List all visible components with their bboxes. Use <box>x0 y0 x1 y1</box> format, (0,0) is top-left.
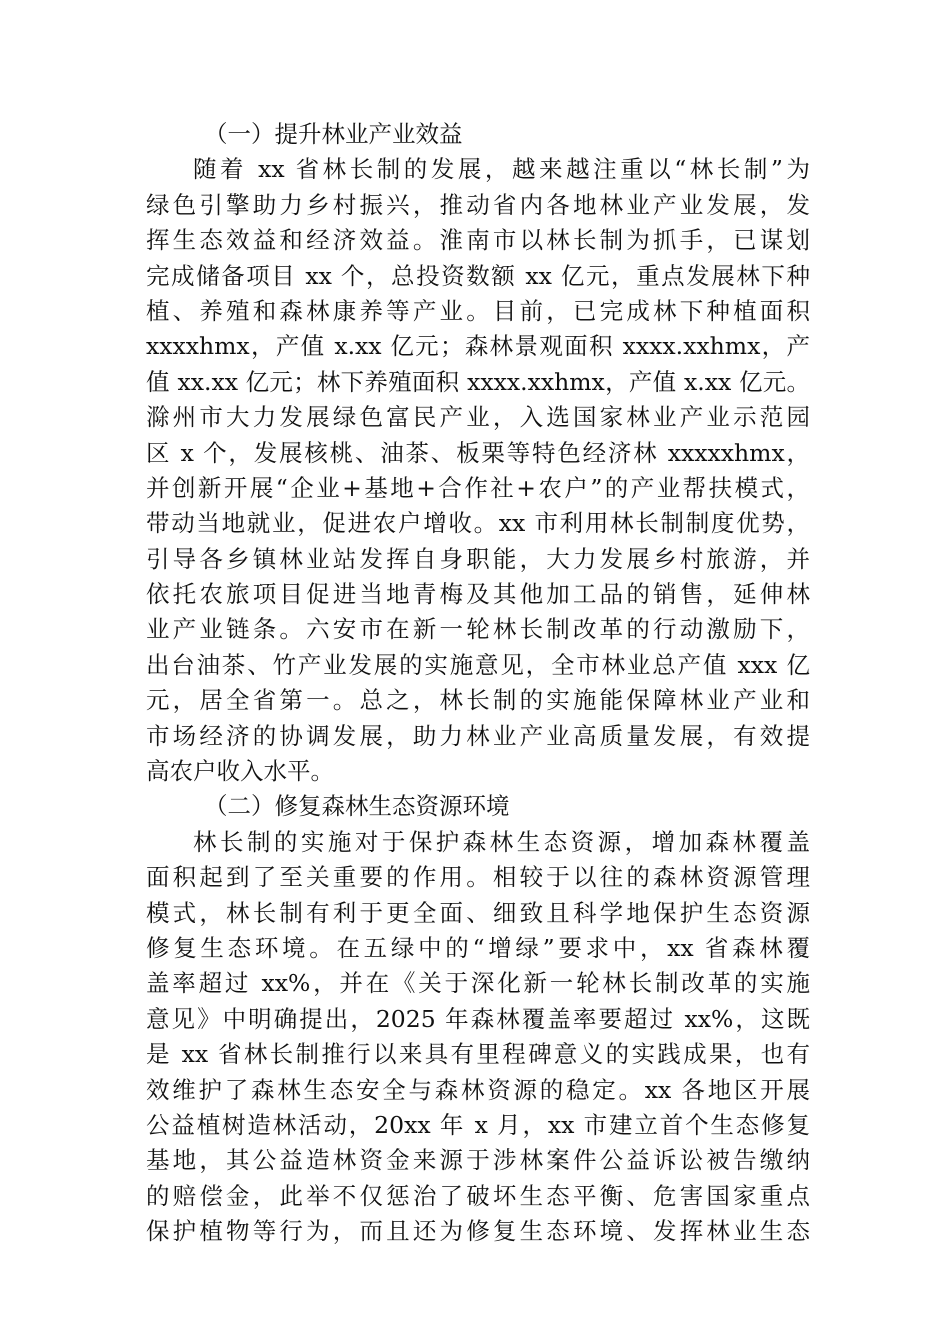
paragraph-line: 完成储备项目 xx 个，总投资数额 xx 亿元，重点发展林下种 <box>146 261 810 290</box>
paragraph-line: 基地，其公益造林资金来源于涉林案件公益诉讼被告缴纳 <box>146 1146 810 1175</box>
paragraph-line: 挥生态效益和经济效益。淮南市以林长制为抓手，已谋划 <box>146 226 810 255</box>
paragraph-line: 并创新开展“企业+基地+合作社+农户”的产业帮扶模式， <box>146 473 810 502</box>
paragraph-line: 依托农旅项目促进当地青梅及其他加工品的销售，延伸林 <box>146 580 810 609</box>
section-2-paragraph <box>146 825 810 1250</box>
paragraph-line: 滁州市大力发展绿色富民产业，入选国家林业产业示范园 <box>146 403 810 432</box>
paragraph-line: 带动当地就业，促进农户增收。xx 市利用林长制制度优势， <box>146 509 810 538</box>
paragraph-line: 绿色引擎助力乡村振兴，推动省内各地林业产业发展，发 <box>146 190 810 219</box>
paragraph-line: 引导各乡镇林业站发挥自身职能，大力发展乡村旅游，并 <box>146 544 810 573</box>
paragraph-line: 保护植物等行为，而且还为修复生态环境、发挥林业生态 <box>146 1217 810 1246</box>
section-1-paragraph <box>146 152 810 789</box>
section-heading-2: （二）修复森林生态资源环境 <box>204 792 510 821</box>
paragraph-line: 意见》中明确提出，2025 年森林覆盖率要超过 xx%，这既 <box>146 1004 810 1033</box>
paragraph-line: 盖率超过 xx%，并在《关于深化新一轮林长制改革的实施 <box>146 969 810 998</box>
paragraph-line: 模式，林长制有利于更全面、细致且科学地保护生态资源 <box>146 898 810 927</box>
paragraph-line: 是 xx 省林长制推行以来具有里程碑意义的实践成果，也有 <box>146 1040 810 1069</box>
paragraph-line: 市场经济的协调发展，助力林业产业高质量发展，有效提 <box>146 721 810 750</box>
paragraph-line: 修复生态环境。在五绿中的“增绿”要求中，xx 省森林覆 <box>146 933 810 962</box>
paragraph-line: 公益植树造林活动，20xx 年 x 月，xx 市建立首个生态修复 <box>146 1110 810 1139</box>
paragraph-line: 元，居全省第一。总之，林长制的实施能保障林业产业和 <box>146 686 810 715</box>
document-body <box>146 117 810 1250</box>
paragraph-line: 植、养殖和森林康养等产业。目前，已完成林下种植面积 <box>146 296 810 325</box>
paragraph-line: 值 xx.xx 亿元；林下养殖面积 xxxx.xxhmx，产值 x.xx 亿元。 <box>146 367 810 396</box>
paragraph-line: 的赔偿金，此举不仅惩治了破坏生态平衡、危害国家重点 <box>146 1181 810 1210</box>
paragraph-line: 随着 xx 省林长制的发展，越来越注重以“林长制”为 <box>193 155 810 184</box>
paragraph-line: xxxxhmx，产值 x.xx 亿元；森林景观面积 xxxx.xxhmx，产 <box>146 332 810 361</box>
paragraph-line: 面积起到了至关重要的作用。相较于以往的森林资源管理 <box>146 863 810 892</box>
paragraph-line: 林长制的实施对于保护森林生态资源，增加森林覆盖 <box>193 827 810 856</box>
paragraph-line: 出台油茶、竹产业发展的实施意见，全市林业总产值 xxx 亿 <box>146 650 810 679</box>
paragraph-line: 效维护了森林生态安全与森林资源的稳定。xx 各地区开展 <box>146 1075 810 1104</box>
paragraph-line: 业产业链条。六安市在新一轮林长制改革的行动激励下， <box>146 615 810 644</box>
paragraph-line: 高农户收入水平。 <box>146 757 334 786</box>
section-heading-1: （一）提升林业产业效益 <box>204 120 463 148</box>
paragraph-line: 区 x 个，发展核桃、油茶、板栗等特色经济林 xxxxxhmx， <box>146 438 810 467</box>
